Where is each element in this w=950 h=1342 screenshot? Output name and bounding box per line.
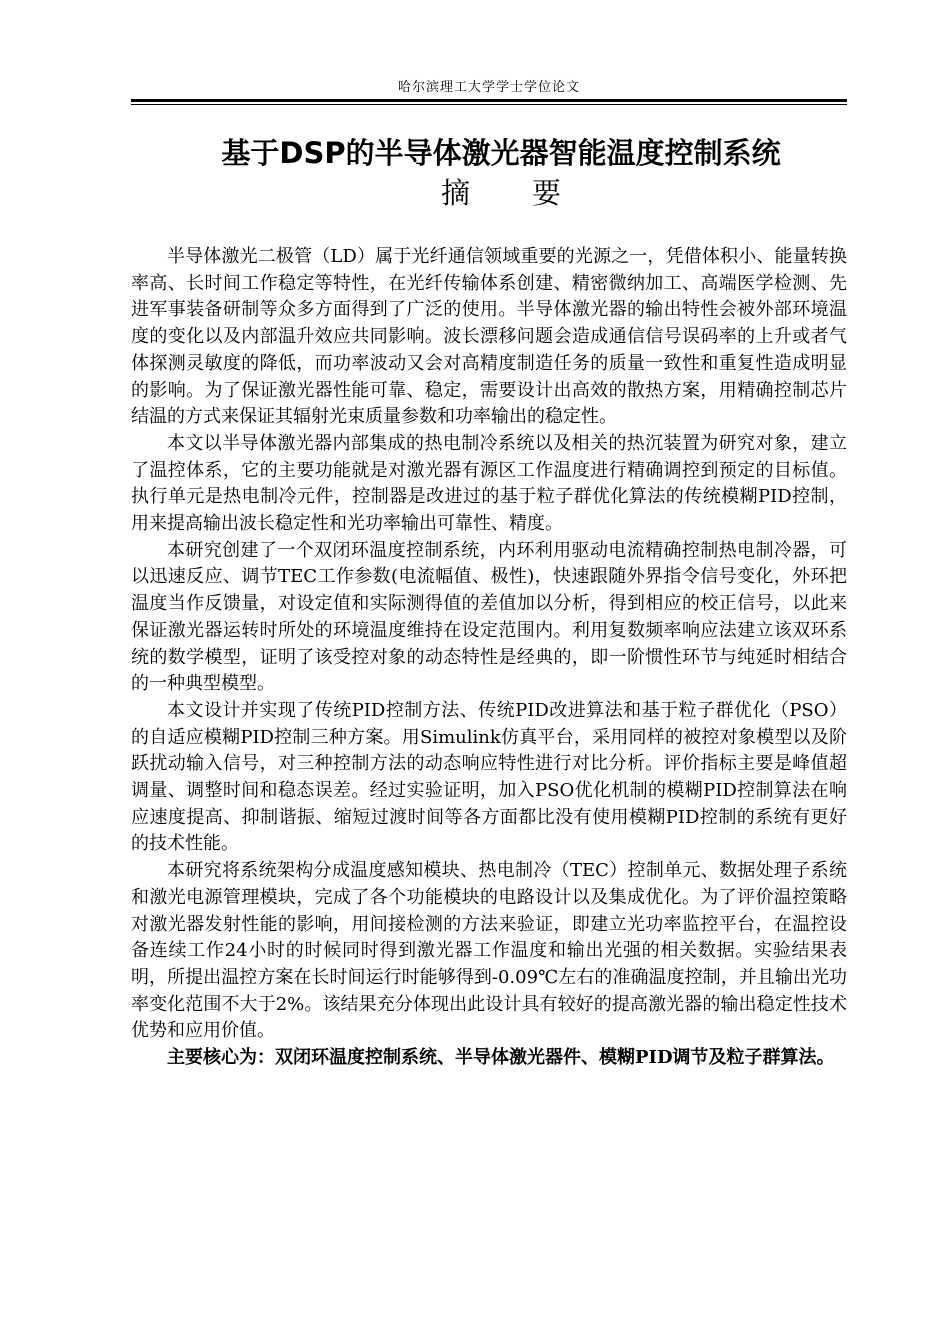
abstract-paragraph-1: 半导体激光二极管（LD）属于光纤通信领域重要的光源之一，凭借体积小、能量转换率高、长时间工作稳定等特性，在光纤传输体系创建、精密微纳加工、高端医学检测、先进军事装备研制等众多方面得到了广泛的使用。半导体激光器的输出特性会被外部环境温度的变化以及内部温升效应共同影响。波长漂移问题会造成通信信号误码率的上升或者气体探测灵敏度的降低，而功率波动又会对高精度制造任务的质量一致性和重复性造成明显的影响。为了保证激光器性能可靠、稳定，需要设计出高效的散热方案，用精确控制芯片结温的方式来保证其辐射光束质量参数和功率输出的稳定性。 (131, 246, 847, 428)
abstract-paragraph-5: 本研究将系统架构分成温度感知模块、热电制冷（TEC）控制单元、数据处理子系统和激光电源管理模块，完成了各个功能模块的电路设计以及集成优化。为了评价温控策略对激光器发射性能的影响，用间接检测的方法来验证，即建立光功率监控平台，在温控设备连续工作24小时的时候同时得到激光器工作温度和输出光强的相关数据。实验结果表明，所提出温控方案在长时间运行时能够得到-0.09℃左右的准确温度控制，并且输出光功率变化范围不大于2%。该结果充分体现出此设计具有较好的提高激光器的输出稳定性技术优势和应用价值。 (131, 860, 847, 1042)
abstract-paragraph-2: 本文以半导体激光器内部集成的热电制冷系统以及相关的热沉装置为研究对象，建立了温控体系，它的主要功能就是对激光器有源区工作温度进行精确调控到预定的目标值。执行单元是热电制冷元件，控制器是改进过的基于粒子群优化算法的传统模糊PID控制，用来提高输出波长稳定性和光功率输出可靠性、精度。 (131, 432, 847, 535)
abstract-paragraph-3: 本研究创建了一个双闭环温度控制系统，内环利用驱动电流精确控制热电制冷器，可以迅速反应、调节TEC工作参数(电流幅值、极性)，快速跟随外界指令信号变化，外环把温度当作反馈量，对设定值和实际测得值的差值加以分析，得到相应的校正信号，以此来保证激光器运转时所处的环境温度维持在设定范围内。利用复数频率响应法建立该双环系统的数学模型，证明了该受控对象的动态特性是经典的，即一阶惯性环节与纯延时相结合的一种典型模型。 (131, 539, 847, 695)
abstract-heading: 摘要 (440, 176, 623, 210)
running-header: 哈尔滨理工大学学士学位论文 (397, 80, 580, 95)
abstract-paragraph-4: 本文设计并实现了传统PID控制方法、传统PID改进算法和基于粒子群优化（PSO）的自适应模糊PID控制三种方案。用Simulink仿真平台，采用同样的被控对象模型以及阶跃扰动输入信号，对三种控制方法的动态响应特性进行对比分析。评价指标主要是峰值超调量、调整时间和稳态误差。经过实验证明，加入PSO优化机制的模糊PID控制算法在响应速度提高、抑制谐振、缩短过渡时间等各方面都比没有使用模糊PID控制的系统有更好的技术性能。 (131, 699, 847, 855)
header-rule-thick (131, 99, 847, 102)
thesis-title: 基于DSP的半导体激光器智能温度控制系统 (221, 136, 781, 170)
keywords-line: 主要核心为：双闭环温度控制系统、半导体激光器件、模糊PID调节及粒子群算法。 (167, 1047, 835, 1069)
abstract-body (131, 244, 847, 1072)
header-rule-thin (131, 104, 847, 105)
